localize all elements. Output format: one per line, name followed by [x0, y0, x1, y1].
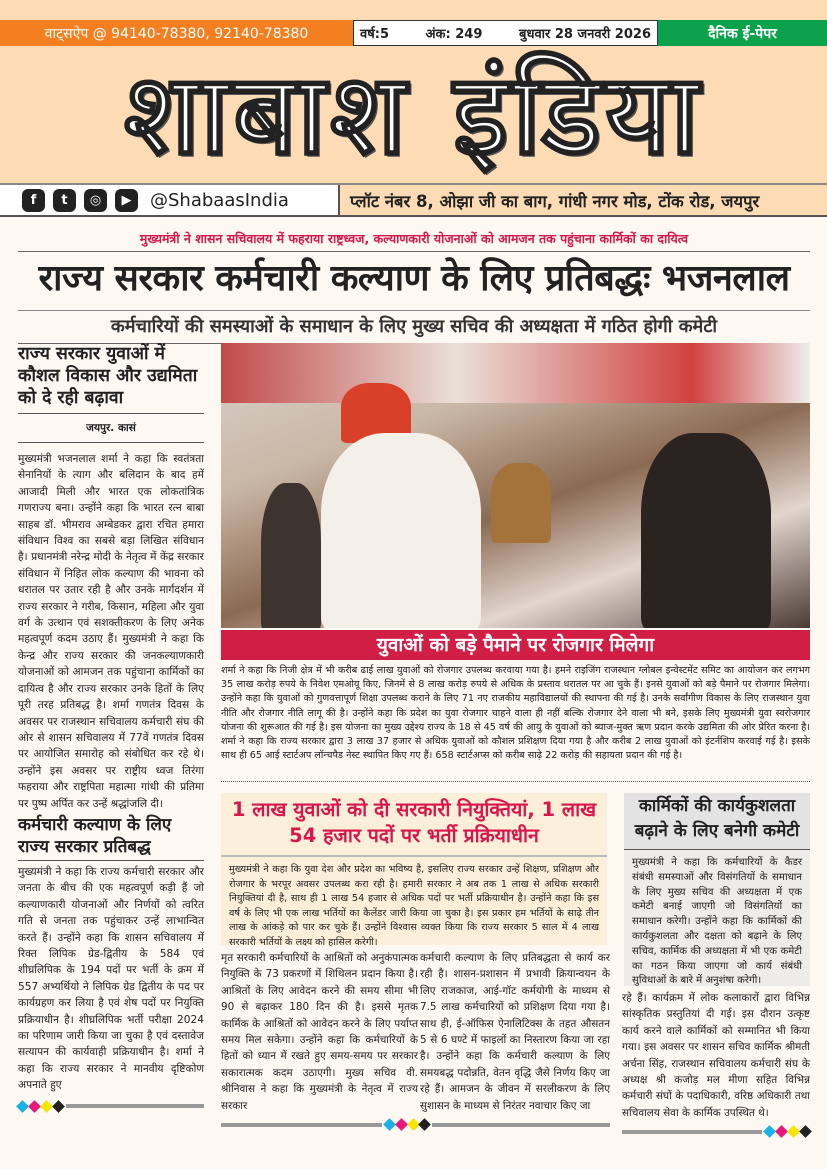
story-column-4: [622, 990, 810, 1136]
social-bar: [0, 183, 827, 217]
story-column-2: [221, 950, 418, 1129]
photo-caption: युवाओं को बड़े पैमाने पर रोजगार मिलेगा: [221, 630, 810, 660]
registration-marks: [420, 1120, 610, 1129]
issue-number: अंक: 249: [425, 27, 483, 42]
left-story-subhead: कर्मचारी कल्याण के लिए राज्य सरकार प्रतिबद्ध: [18, 814, 204, 861]
column-4-text: रहे हैं। कार्यक्रम में लोक कलाकारों द्वारा विभिन्न सांस्कृतिक प्रस्तुतियां दी गई। इस दौरान उत्कृष्ट कार्य करने वाले कार्मिकों को सम्मानित भी किया गया। इस अवसर पर शासन सचिव कार्मिक श्रीमती अर्चना सिंह, राजस्थान सचिवालय कर्मचारी संघ के अध्यक्ष श्री कजोड़ मल मीणा सहित विभिन्न कर्मचारी संघों के पदाधिकारी, वरिष्ठ अधिकारी तथा सचिवालय सेवा के कार्मिक उपस्थित थे।: [622, 992, 810, 1119]
office-address: प्लॉट नंबर 8, ओझा जी का बाग, गांधी नगर मोड, टोंक रोड, जयपुर: [338, 185, 827, 215]
column-3-text: कर्मचारी कल्याण के लिए प्रतिबद्धता से कार्य कर रही है। शासन-प्रशासन में प्रभावी क्रियान्वयन के लिए राजकाज, आई-गॉट कर्मयोगी के माध्यम से 7.5 लाख कर्मचारियों को प्रशिक्षण दिया गया है। साथ ही, ई-ऑफिस ऐनालिटिक्स के तहत औसतन 5 से 6 घण्टे में फाइलों का निस्तारण किया जा रहा है। उन्होंने कहा कि कर्मचारी कल्याण के लिए समयबद्ध पदोन्नति, वेतन वृद्धि जैसे निर्णय किए जा रहे हैं। आमजन के जीवन में सरलीकरण के लिए सुशासन के माध्यम से निरंतर नवाचार किए जा: [420, 952, 610, 1112]
header-bar: [0, 20, 827, 46]
committee-box-title: कार्मिकों की कार्यकुशलता बढ़ाने के लिए बनेगी कमेटी: [624, 793, 810, 850]
left-story-headline: राज्य सरकार युवाओं में कौशल विकास और उद्यमिता को दे रही बढ़ावा: [18, 343, 204, 414]
main-photo: [221, 343, 810, 628]
edition-label: दैनिक ई-पेपर: [658, 20, 827, 46]
lead-kicker: मुख्यमंत्री ने शासन सचिवालय में फहराया राष्ट्रध्वज, कल्याणकारी योजनाओं को आमजन तक पहुंचाना कार्मिकों का दायित्व: [18, 230, 810, 252]
left-story-body-2: मुख्यमंत्री ने कहा कि राज्य कर्मचारी सरकार और जनता के बीच की एक महत्वपूर्ण कड़ी हैं जो कल्याणकारी योजनाओं और निर्णयों को त्वरित गति से जनता तक पहुंचाकर उन्हें लाभान्वित करते हैं। उन्होंने कहा कि शासन सचिवालय में रिक्त लिपिक ग्रेड-द्वितीय के 584 एवं शीघ्रलिपिक के 194 पदों पर भर्ती के क्रम में 557 अभ्यर्थियो ने लिपिक ग्रेड द्वितीय के पद पर कार्यग्रहण कर लिया है एवं शेष पदों पर नियुक्ति प्रक्रियाधीन है। शीघ्रलिपिक भर्ती परीक्षा 2024 का परिणाम जारी किया जा चुका है एवं दस्तावेज सत्यापन की कार्यवाही प्रक्रियाधीन है। शर्मा ने कहा कि राज्य सरकार ने मानवीय दृष्टिकोण अपनाते हुए: [18, 865, 204, 1092]
youtube-icon[interactable]: ▶: [115, 189, 138, 212]
recruitment-box-title: 1 लाख युवाओं को दी सरकारी नियुक्तियां, 1 लाख 54 हजार पदों पर भर्ती प्रक्रियाधीन: [221, 793, 607, 857]
year-label: वर्ष:5: [360, 27, 389, 42]
left-story-body: मुख्यमंत्री भजनलाल शर्मा ने कहा कि स्वतंत्रता सेनानियों के त्याग और बलिदान के बाद हमें आजादी मिली और भारत एक लोकतांत्रिक गणराज्य बना। उन्होंने कहा कि भारत रत्न बाबा साहब डॉ. भीमराव अम्बेडकर द्वारा रचित हमारा संविधान विश्व का सबसे बड़ा लिखित संविधान है। प्रधानमंत्री नरेन्द्र मोदी के नेतृत्व में केंद्र सरकार संविधान में निहित लोक कल्याण की भावना को धरातल पर उतार रही है और उनके मार्गदर्शन में राज्य सरकार ने गरीब, किसान, महिला और युवा वर्ग के उत्थान एवं सशक्तीकरण के लिए अनेक महत्वपूर्ण कदम उठाए हैं। मुख्यमंत्री ने कहा कि केन्द्र और राज्य सरकार की जनकल्याणकारी योजनाओं को आमजन तक पहुंचाना कार्मिकों का दायित्व है और राज्य सरकार उनके हितों के लिए पूरी तरह प्रतिबद्ध है। शर्मा गणतंत्र दिवस के अवसर पर राजस्थान सचिवालय कर्मचारी संघ की ओर से शासन सचिवालय में 77वें गणतंत्र दिवस पर आयोजित समारोह को संबोधित कर रहे थे। उन्होंने इस अवसर पर राष्ट्रीय ध्वज तिरंगा फहराया और राष्ट्रपिता महात्मा गांधी की प्रतिमा पर पुष्प अर्पित कर उन्हें श्रद्धांजलि दी।: [18, 453, 204, 810]
facebook-icon[interactable]: f: [22, 189, 45, 212]
committee-box: [624, 793, 810, 986]
issue-date: बुधवार 28 जनवरी 2026: [519, 27, 651, 42]
registration-marks: [221, 1120, 418, 1129]
twitter-icon[interactable]: t: [53, 189, 76, 212]
story-column-3: [420, 950, 610, 1129]
instagram-icon[interactable]: ◎: [84, 189, 107, 212]
committee-box-body: मुख्यमंत्री ने कहा कि कर्मचारियों के कैडर संबंधी समस्याओं और विसंगतियों के समाधान के लिए मुख्य सचिव की अध्यक्षता में एक कमेटी बनाई जाएगी जो विसंगतियों का समाधान करेगी। उन्होंने कहा कि कार्मिकों की कार्यकुशलता और दक्षता को बढ़ाने के लिए सचिव, कार्मिक की अध्यक्षता में भी एक कमेटी का गठन किया जाएगा जो कार्य संबंधी सुविधाओं के बारे में अनुशंषा करेगी।: [632, 857, 802, 987]
issue-info: [353, 20, 658, 46]
lead-headline: राज्य सरकार कर्मचारी कल्याण के लिए प्रतिबद्धः भजनलाल: [38, 258, 790, 299]
registration-marks: [18, 1102, 204, 1111]
recruitment-box-body: मुख्यमंत्री ने कहा कि युवा देश और प्रदेश का भविष्य है, इसलिए राज्य सरकार उन्हें शिक्षण, प्रशिक्षण और रोजगार के भरपूर अवसर उपलब्ध करा रही है। हमारी सरकार ने अब तक 1 लाख से अधिक सरकारी नियुक्तियां दी है, साथ ही 1 लाख 54 हजार से अधिक पदों पर भर्ती प्रक्रियाधीन है। उन्होंने कहा कि इस वर्ष के लिए भी एक लाख भर्तियों का कैलेंडर जारी किया जा चुका है। इस प्रकार हम भर्तियों के साढ़े तीन लाख के आंकड़े को पार कर चुके हैं। उन्होंने विश्वास व्यक्त किया कि राज्य सरकार 5 साल में 4 लाख सरकारी भर्तियों के लक्ष्य को हासिल करेगी।: [229, 864, 599, 948]
masthead-logo: शाबाश इंडिया: [123, 50, 704, 180]
registration-marks: [622, 1127, 810, 1136]
lead-deck: कर्मचारियों की समस्याओं के समाधान के लिए मुख्य सचिव की अध्यक्षता में गठित होगी कमेटी: [18, 310, 810, 344]
dateline: जयपुर. कासं: [18, 414, 204, 443]
social-handle[interactable]: @ShabaasIndia: [150, 189, 289, 211]
column-2-text: मृत सरकारी कर्मचारियों के आश्रितों को अनुकंपात्मक नियुक्ति के 73 प्रकरणों में शिथिलन प्रदान किया है। आश्रितों के लिए आवेदन करने की समय सीमा भी 90 से बढ़ाकर 180 दिन की है। इससे मृतक कार्मिक के आश्रितों को आवेदन करने के लिए पर्याप्त समय मिल सकेगा। उन्होंने कहा कि कर्मचारियों के हितों को ध्यान में रखते हुए समय-समय पर सरकार सकारात्मक कदम उठाएगी। मुख्य सचिव वी. श्रीनिवास ने कहा कि मुख्यमंत्री के नेतृत्व में राज्य सरकार: [221, 952, 418, 1112]
left-column-story: [18, 343, 204, 1111]
divider: [221, 781, 810, 782]
whatsapp-contact: वाट्सऐप @ 94140-78380, 92140-78380: [0, 20, 353, 46]
main-story-body: शर्मा ने कहा कि निजी क्षेत्र में भी करीब ढाई लाख युवाओं को रोजगार उपलब्ध करवाया गया है। हमने राइजिंग राजस्थान ग्लोबल इन्वेस्टमेंट समिट का आयोजन कर लगभग 35 लाख करोड़ रुपये के निवेश एमओयू किए, जिनमें से 8 लाख करोड़ रुपये से अधिक के प्रस्ताव धरातल पर आ चुके हैं। इनसे युवाओं को बड़े पैमाने पर रोजगार मिलेगा। उन्होंने कहा कि युवाओं को गुणवत्तापूर्ण शिक्षा उपलब्ध कराने के लिए 71 नए राजकीय महाविद्यालयों की स्थापना की गई है। उनके सर्वांगीण विकास के लिए राजस्थान युवा नीति और रोजगार नीति लागू की है। उन्होंने कहा कि प्रदेश का युवा रोजगार चाहने वाला ही नहीं बल्कि रोजगार देने वाला भी बने, इसके लिए मुख्यमंत्री युवा स्वरोजगार योजना की शुरूआत की गई है। इस योजना का मुख्य उद्देश्य राज्य के 18 से 45 वर्ष की आयु के युवाओं को ब्याज-मुक्त ऋण प्रदान करके उद्यमिता की ओर प्रेरित करना है। शर्मा ने कहा कि राज्य सरकार द्वारा 3 लाख 37 हजार से अधिक युवाओं को कौशल प्रशिक्षण दिया गया है और करीब 2 लाख युवाओं को इंटर्नशिप करवाई गई है। इसके साथ ही 65 आई स्टार्टअप लॉन्चपैड नेस्ट स्थापित किए गए हैं। 658 स्टार्टअप्स को करीब साढ़े 22 करोड़ की सहायता प्रदान की गई है।: [221, 665, 810, 762]
recruitment-box: [221, 793, 607, 948]
